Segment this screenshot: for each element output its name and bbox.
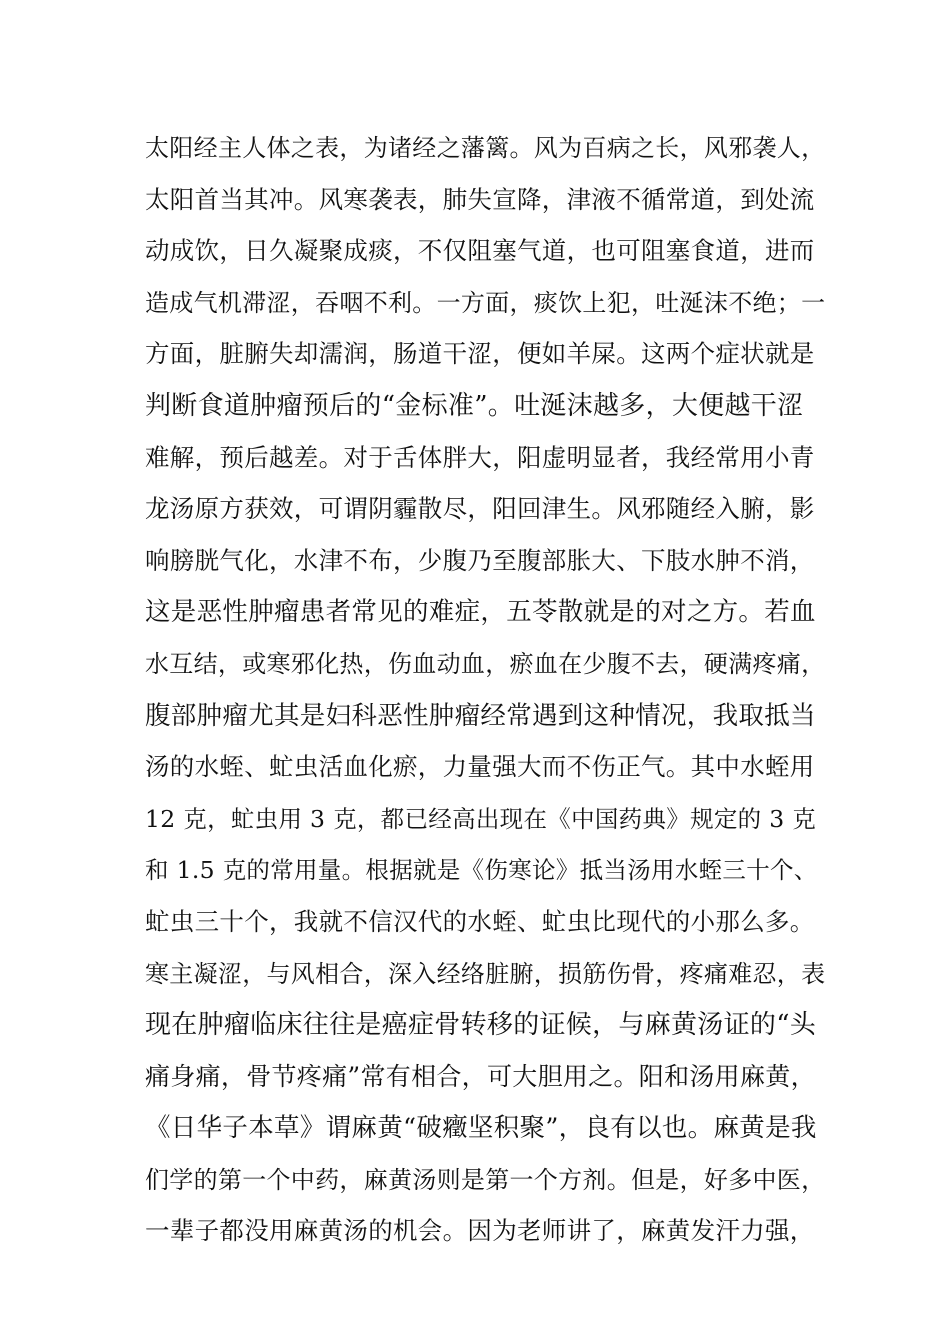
text-line: 判断食道肿瘤预后的“金标准”。吐涎沫越多，大便越干涩 <box>145 390 804 421</box>
text-line: 这是恶性肿瘤患者常见的难症，五苓散就是的对之方。若血 <box>145 597 816 628</box>
text-line: 痛身痛，骨节疼痛”常有相合，可大胆用之。阳和汤用麻黄， <box>145 1061 816 1091</box>
text-line: 难解，预后越差。对于舌体胖大，阳虚明显者，我经常用小青 <box>145 442 815 472</box>
text-line: 太阳首当其冲。风寒袭表，肺失宣降，津液不循常道，到处流 <box>145 184 815 214</box>
text-line: 现在肿瘤临床往往是癌症骨转移的证候，与麻黄汤证的“头 <box>145 1010 817 1041</box>
text-line: 寒主凝涩，与风相合，深入经络脏腑，损筋伤骨，疼痛难忍，表 <box>145 959 826 988</box>
text-line: 虻虫三十个，我就不信汉代的水蛭、虻虫比现代的小那么多。 <box>145 906 815 936</box>
body-text <box>145 128 825 1263</box>
text-line: 龙汤原方获效，可谓阴霾散尽，阳回津生。风邪随经入腑，影 <box>145 494 815 524</box>
text-line: 造成气机滞涩，吞咽不利。一方面，痰饮上犯，吐涎沫不绝；一 <box>145 288 826 317</box>
text-line: 一辈子都没用麻黄汤的机会。因为老师讲了，麻黄发汗力强， <box>145 1216 815 1246</box>
text-line: 12 克，虻虫用 3 克，都已经高出现在《中国药典》规定的 3 克 <box>145 804 817 833</box>
text-line: 水互结，或寒邪化热，伤血动血，瘀血在少腹不去，硬满疼痛， <box>145 649 826 678</box>
text-line: 汤的水蛭、虻虫活血化瘀，力量强大而不伤正气。其中水蛭用 <box>145 752 815 782</box>
text-line: 腹部肿瘤尤其是妇科恶性肿瘤经常遇到这种情况，我取抵当 <box>145 700 816 731</box>
text-line: 方面，脏腑失却濡润，肠道干涩，便如羊屎。这两个症状就是 <box>145 339 815 369</box>
text-line: 响膀胱气化，水津不布，少腹乃至腹部胀大、下肢水肿不消， <box>145 545 815 575</box>
text-line: 《日华子本草》谓麻黄“破癥坚积聚”，良有以也。麻黄是我 <box>145 1113 817 1144</box>
text-line: 们学的第一个中药，麻黄汤则是第一个方剂。但是，好多中医， <box>145 1165 826 1194</box>
text-line: 和 1.5 克的常用量。根据就是《伤寒论》抵当汤用水蛭三十个、 <box>145 856 818 885</box>
text-line: 太阳经主人体之表，为诸经之藩篱。风为百病之长，风邪袭人， <box>145 134 826 162</box>
text-line: 动成饮，日久凝聚成痰，不仅阻塞气道，也可阻塞食道，进而 <box>145 236 815 266</box>
